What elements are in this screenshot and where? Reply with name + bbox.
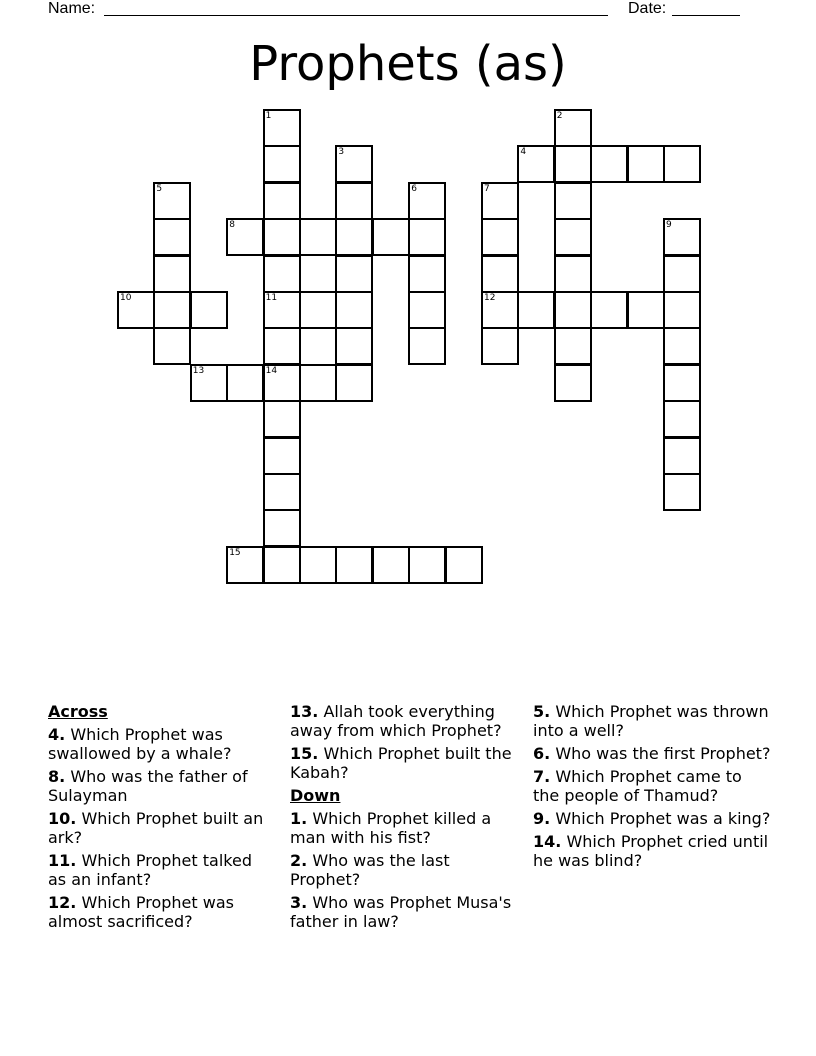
clue-text: Which Prophet was thrown into a well? [533, 702, 769, 740]
cell-number: 2 [556, 111, 563, 121]
crossword-cell[interactable] [335, 255, 373, 293]
crossword-cell[interactable] [263, 364, 301, 402]
clue-across-15 [290, 744, 520, 782]
clue-text: Which Prophet cried until he was blind? [533, 832, 769, 870]
clue-text: Which Prophet built an ark? [48, 809, 264, 847]
crossword-cell[interactable] [263, 546, 301, 584]
cell-number: 9 [666, 220, 672, 231]
crossword-cell[interactable] [663, 218, 701, 256]
crossword-cell[interactable] [590, 291, 628, 329]
cell-number: 6 [411, 183, 417, 194]
crossword-cell[interactable] [554, 291, 592, 329]
cell-number: 3 [338, 147, 345, 158]
crossword-cell[interactable] [335, 291, 373, 329]
clue-down-6 [533, 744, 773, 763]
clue-text: Who was Prophet Musa's father in law? [290, 893, 512, 931]
clue-across-13 [290, 702, 520, 740]
date-label: Date: [628, 0, 667, 17]
crossword-cell[interactable] [299, 546, 337, 584]
clue-number: 7. [533, 767, 551, 786]
crossword-cell[interactable] [554, 255, 592, 293]
crossword-cell[interactable] [408, 327, 446, 365]
clue-across-10 [48, 809, 273, 847]
crossword-cell[interactable] [481, 327, 519, 365]
clue-across-11 [48, 851, 273, 889]
crossword-cell[interactable] [263, 437, 301, 475]
crossword-cell[interactable] [263, 145, 301, 183]
crossword-cell[interactable] [408, 182, 446, 220]
crossword-cell[interactable] [263, 218, 301, 256]
across-heading: Across [48, 702, 108, 721]
clue-text: Who was the first Prophet? [555, 744, 771, 763]
cell-number: 12 [484, 293, 496, 303]
clue-across-4 [48, 725, 273, 763]
clue-text: Which Prophet built the Kabah? [290, 744, 512, 782]
crossword-cell[interactable] [517, 145, 555, 183]
crossword-cell[interactable] [190, 364, 228, 402]
crossword-cell[interactable] [663, 291, 701, 329]
clue-text: Which Prophet was swallowed by a whale? [48, 725, 232, 763]
crossword-cell[interactable] [517, 291, 555, 329]
crossword-cell[interactable] [263, 327, 301, 365]
crossword-cell[interactable] [627, 291, 665, 329]
crossword-cell[interactable] [554, 145, 592, 183]
crossword-cell[interactable] [299, 364, 337, 402]
clue-down-1 [290, 809, 520, 847]
crossword-cell[interactable] [554, 109, 592, 147]
clue-number: 15. [290, 744, 319, 763]
clue-number: 10. [48, 809, 77, 828]
clue-down-5 [533, 702, 773, 740]
cell-number: 4 [520, 147, 527, 158]
clue-text: Which Prophet was a king? [555, 809, 771, 828]
crossword-cell[interactable] [153, 182, 191, 220]
clue-number: 13. [290, 702, 319, 721]
crossword-cell[interactable] [408, 218, 446, 256]
crossword-cell[interactable] [335, 364, 373, 402]
crossword-cell[interactable] [335, 145, 373, 183]
cell-number: 7 [484, 183, 490, 194]
clue-text: Who was the father of Sulayman [48, 767, 248, 805]
crossword-cell[interactable] [226, 364, 264, 402]
crossword-cell[interactable] [335, 546, 373, 584]
clue-number: 8. [48, 767, 66, 786]
crossword-cell[interactable] [663, 473, 701, 511]
cell-number: 11 [265, 293, 278, 303]
crossword-cell[interactable] [299, 291, 337, 329]
clue-number: 3. [290, 893, 308, 912]
crossword-cell[interactable] [481, 218, 519, 256]
clue-text: Which Prophet came to the people of Thamud? [533, 767, 742, 805]
crossword-cell[interactable] [481, 255, 519, 293]
crossword-cell[interactable] [408, 291, 446, 329]
clue-text: Who was the last Prophet? [290, 851, 450, 889]
clue-down-7 [533, 767, 773, 805]
crossword-cell[interactable] [263, 109, 301, 147]
crossword-cell[interactable] [335, 327, 373, 365]
crossword-cell[interactable] [663, 145, 701, 183]
clue-down-14 [533, 832, 773, 870]
crossword-cell[interactable] [263, 182, 301, 220]
clue-down-9 [533, 809, 773, 828]
clue-number: 9. [533, 809, 551, 828]
crossword-cell[interactable] [226, 546, 264, 584]
crossword-cell[interactable] [153, 327, 191, 365]
crossword-cell[interactable] [263, 255, 301, 293]
crossword-cell[interactable] [408, 546, 446, 584]
clue-number: 6. [533, 744, 551, 763]
crossword-cell[interactable] [335, 182, 373, 220]
cell-number: 5 [156, 183, 163, 194]
crossword-cell[interactable] [663, 327, 701, 365]
crossword-cell[interactable] [554, 327, 592, 365]
crossword-cell[interactable] [481, 291, 519, 329]
clue-number: 14. [533, 832, 562, 851]
crossword-cell[interactable] [263, 509, 301, 547]
crossword-cell[interactable] [590, 145, 628, 183]
crossword-cell[interactable] [481, 182, 519, 220]
clue-across-8 [48, 767, 273, 805]
crossword-cell[interactable] [190, 291, 228, 329]
crossword-cell[interactable] [445, 546, 483, 584]
crossword-cell[interactable] [554, 182, 592, 220]
clue-number: 12. [48, 893, 77, 912]
crossword-cell[interactable] [372, 218, 410, 256]
crossword-cell[interactable] [263, 400, 301, 438]
clue-down-2 [290, 851, 520, 889]
crossword-cell[interactable] [627, 145, 665, 183]
cell-number: 1 [265, 111, 272, 121]
cell-number: 14 [265, 365, 278, 376]
cell-number: 13 [192, 365, 205, 376]
crossword-cell[interactable] [117, 291, 155, 329]
cell-number: 8 [229, 220, 235, 231]
down-heading: Down [290, 786, 341, 805]
crossword-cell[interactable] [554, 218, 592, 256]
clue-text: Which Prophet killed a man with his fist? [290, 809, 492, 847]
crossword-cell[interactable] [153, 218, 191, 256]
clue-number: 2. [290, 851, 308, 870]
crossword-cell[interactable] [372, 546, 410, 584]
page-title: Prophets (as) [249, 36, 567, 92]
clue-number: 1. [290, 809, 308, 828]
crossword-cell[interactable] [554, 364, 592, 402]
clue-down-3 [290, 893, 520, 931]
crossword-cell[interactable] [153, 291, 191, 329]
clue-number: 4. [48, 725, 66, 744]
crossword-cell[interactable] [226, 218, 264, 256]
clue-text: Which Prophet talked as an infant? [48, 851, 252, 889]
crossword-cell[interactable] [663, 437, 701, 475]
crossword-cell[interactable] [263, 291, 301, 329]
cell-number: 10 [120, 293, 132, 303]
crossword-cell[interactable] [153, 255, 191, 293]
clues-column-3 [533, 702, 773, 874]
name-label: Name: [48, 0, 96, 17]
crossword-cell[interactable] [663, 255, 701, 293]
clue-text: Allah took everything away from which Prophet? [290, 702, 502, 740]
clue-across-12 [48, 893, 273, 931]
crossword-cell[interactable] [335, 218, 373, 256]
crossword-cell[interactable] [663, 400, 701, 438]
crossword-cell[interactable] [263, 473, 301, 511]
clues-column-1 [48, 702, 273, 935]
clues-column-2 [290, 702, 520, 935]
crossword-cell[interactable] [299, 218, 337, 256]
crossword-cell[interactable] [663, 364, 701, 402]
clue-text: Which Prophet was almost sacrificed? [48, 893, 234, 931]
clue-number: 5. [533, 702, 551, 721]
clue-number: 11. [48, 851, 77, 870]
cell-number: 15 [229, 547, 241, 558]
crossword-cell[interactable] [408, 255, 446, 293]
